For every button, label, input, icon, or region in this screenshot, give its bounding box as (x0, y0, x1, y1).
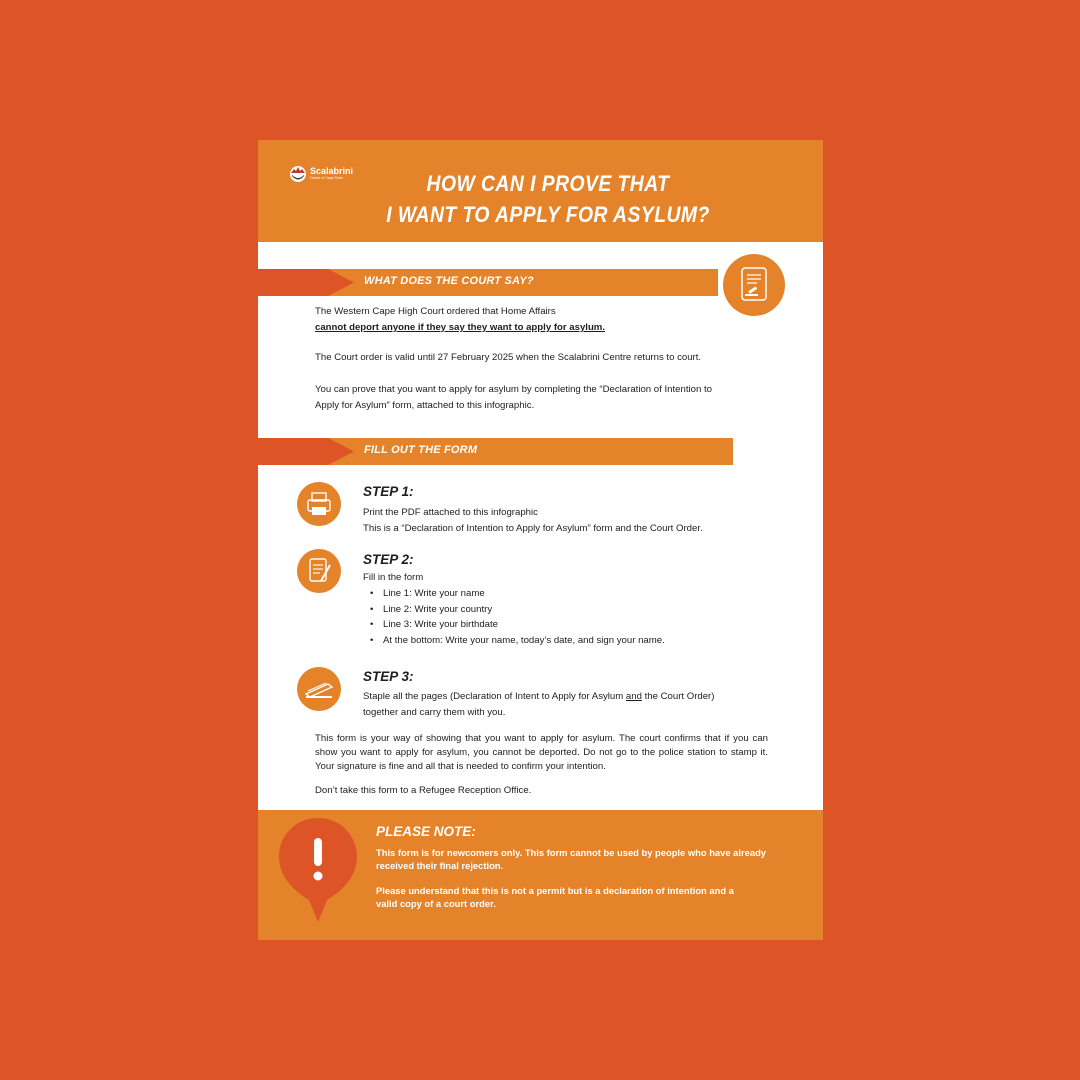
step-2-line-1: Fill in the form (363, 572, 424, 583)
infographic-document (258, 140, 823, 940)
step-3-text-b: the Court Order) (641, 691, 715, 702)
list-item: • Line 3: Write your birthdate (370, 617, 665, 633)
court-paragraph-1: The Western Cape High Court ordered that Home Affairs (315, 306, 556, 317)
step-1-line-1: Print the PDF attached to this infographic (363, 507, 538, 518)
step-2-bullet-list (370, 586, 665, 648)
page-title (381, 168, 715, 230)
refugee-office-warning: Don’t take this form to a Refugee Reception Office. (315, 785, 532, 796)
banner-arrow-icon (258, 438, 358, 465)
header-banner (258, 140, 823, 242)
note-title: PLEASE NOTE: (376, 824, 476, 839)
court-paragraph-3-line-1: You can prove that you want to apply for asylum by completing the “Declaration of Intention to (315, 384, 712, 395)
please-note-panel (258, 810, 823, 940)
stapler-icon (297, 667, 341, 711)
step-3-text-underlined: and (625, 691, 642, 702)
court-paragraph-1-bold: cannot deport anyone if they say they want to apply for asylum. (315, 322, 606, 333)
step-3-line-1 (363, 689, 766, 705)
banner-arrow-tip (328, 269, 356, 296)
form-explanation-paragraph: This form is your way of showing that you want to apply for asylum. The court confirms that if you can show you want to apply for asylum, you cannot be deported. Do not go to the police station to stamp it. Your signature is fine and all that is needed to confirm your intention. (315, 733, 768, 772)
list-item: • Line 2: Write your country (370, 602, 665, 618)
logo-name: Scalabrini (310, 166, 354, 177)
court-section-banner (258, 269, 723, 296)
step-1-line-2: This is a “Declaration of Intention to Apply for Asylum” form and the Court Order. (363, 523, 703, 534)
step-3-title: STEP 3: (363, 669, 414, 684)
logo (289, 164, 353, 184)
step-2-title: STEP 2: (363, 552, 414, 567)
step-3-line-2: together and carry them with you. (363, 707, 506, 718)
court-document-icon (723, 254, 785, 316)
title-line-1: HOW CAN I PROVE THAT (426, 171, 670, 196)
list-item: • Line 1: Write your name (370, 586, 665, 602)
court-paragraph-3-line-2: Apply for Asylum” form, attached to this infographic. (315, 400, 535, 411)
step-3-text-a: Staple all the pages (Declaration of Intent to Apply for Asylum (363, 691, 626, 702)
printer-icon (297, 482, 341, 526)
logo-subtitle: Centre of Cape Town (310, 176, 343, 181)
form-section-label: FILL OUT THE FORM (364, 444, 478, 456)
note-text-2: Please understand that this is not a permit but is a declaration of intention and a valid copy of a court order. (376, 885, 734, 909)
form-section-banner (258, 438, 733, 465)
court-paragraph-2: The Court order is valid until 27 February 2025 when the Scalabrini Centre returns to court. (315, 352, 702, 363)
scalabrini-logo-icon (289, 164, 307, 184)
step-1-title: STEP 1: (363, 484, 414, 499)
exclamation-pin-icon (277, 816, 359, 926)
form-pen-icon (297, 549, 341, 593)
note-text-1: This form is for newcomers only. This form cannot be used by people who have already received their final rejection. (376, 847, 767, 871)
court-section-label: WHAT DOES THE COURT SAY? (364, 275, 534, 287)
title-line-2: I WANT TO APPLY FOR ASYLUM? (386, 202, 710, 227)
list-item: • At the bottom: Write your name, today’s date, and sign your name. (370, 633, 665, 649)
